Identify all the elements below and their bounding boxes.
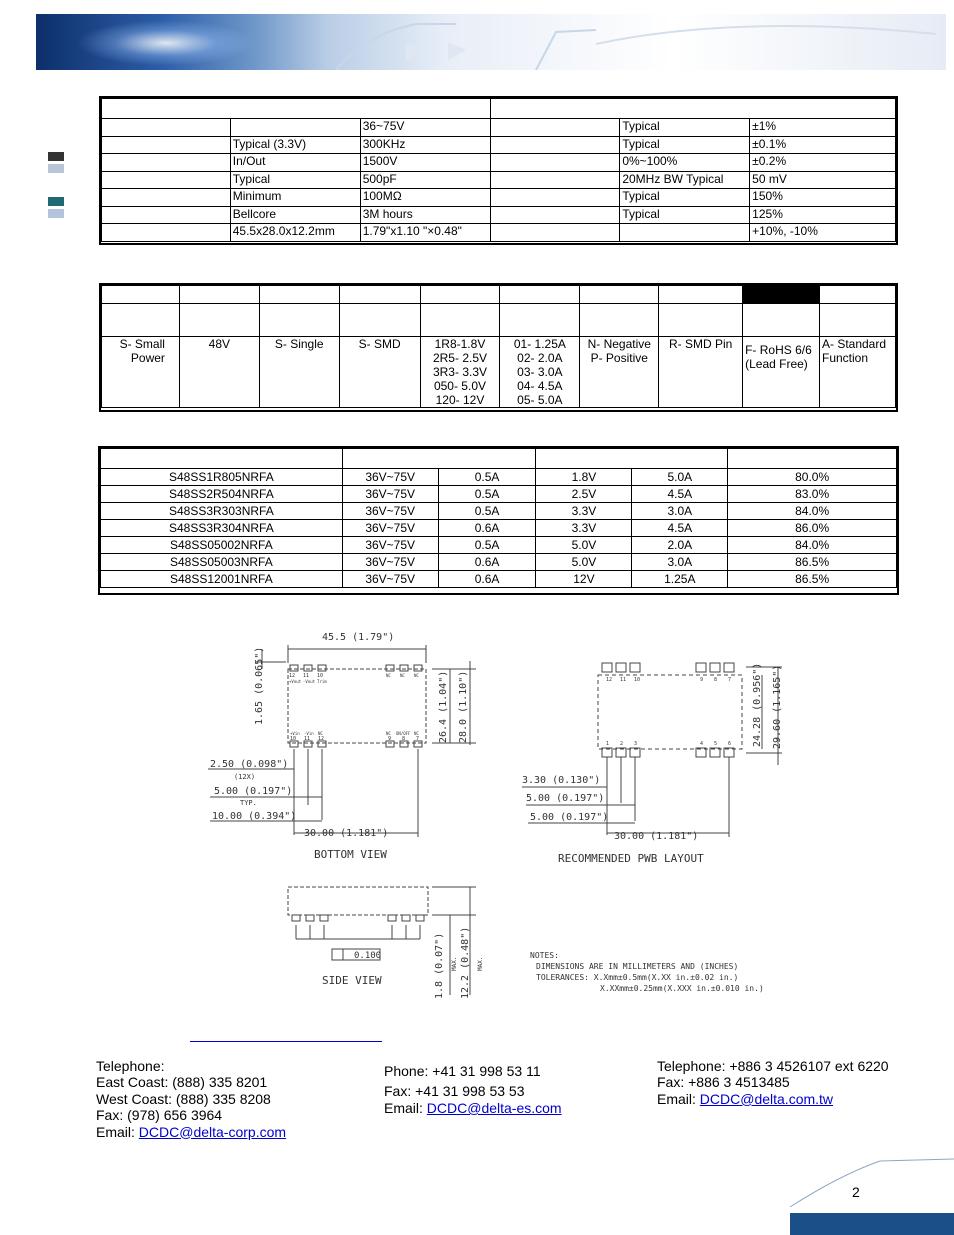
header-banner	[36, 14, 946, 70]
asia-telephone: Telephone: +886 3 4526107 ext 6220	[657, 1058, 889, 1074]
dim-2960-label: 29.60 (1.165")	[772, 664, 783, 749]
pwb-pin-number: 12	[606, 677, 613, 683]
notes-title: NOTES:	[530, 951, 559, 960]
europe-email-link[interactable]: DCDC@delta-es.com	[426, 1100, 562, 1116]
side-square-teal	[48, 197, 64, 206]
pin-label: 12	[318, 736, 325, 742]
dim-500-label: 5.00 (0.197")	[214, 786, 293, 797]
dim-total-label: 45.5 (1.79")	[322, 632, 395, 643]
dim-2428-label: 24.28 (0.956")	[752, 662, 763, 747]
dim-280-label: 28.0 (1.10")	[458, 670, 469, 743]
footer-bar	[790, 1213, 954, 1235]
side-view-outline	[288, 887, 428, 915]
table-row: Minimum 100MΩ Typical 150%	[102, 189, 896, 207]
pin-label: 7	[416, 736, 420, 742]
table-row: S48SS12001NRFA 36V~75V 0.6A 12V 1.25A 86.5%	[101, 571, 897, 588]
dim-12x-label: (12X)	[234, 773, 256, 781]
pin-label: NC	[318, 731, 323, 736]
table-row: S48SS05002NRFA 36V~75V 0.5A 5.0V 2.0A 84.0%	[101, 537, 897, 554]
contact-usa	[96, 1058, 286, 1140]
notes-line-2: TOLERANCES: X.Xmm±0.5mm(X.XX in.±0.02 in.)	[536, 973, 739, 982]
mechanical-drawing	[200, 625, 800, 1005]
pwb-pin-number: 2	[620, 741, 624, 747]
pin-label: ON/OFF	[396, 731, 411, 736]
pwb-pin-number: 7	[728, 677, 732, 683]
usa-email: Email: DCDC@delta-corp.com	[96, 1123, 287, 1140]
pin-label: -Vin	[304, 731, 314, 736]
model-header-row	[101, 449, 897, 469]
pin-label: -Vout	[303, 679, 316, 684]
dim-264-label: 26.4 (1.04")	[438, 670, 449, 743]
side-view-title: SIDE VIEW	[322, 974, 382, 987]
table-row: S48SS05003NRFA 36V~75V 0.6A 5.0V 3.0A 86.5%	[101, 554, 897, 571]
pin-label: NC	[386, 673, 391, 678]
table-row: 36~75V Typical ±1%	[102, 119, 896, 137]
pin-label: 10	[317, 673, 324, 679]
pwb-pin-number: 11	[620, 677, 627, 683]
pn-cell-package: S- SMD	[339, 337, 420, 408]
dim-122-label: 12.2 (0.48")	[460, 926, 471, 999]
europe-phone: Phone: +41 31 998 53 11	[384, 1063, 541, 1079]
banner-graphic	[36, 14, 946, 70]
pin-label: NC	[414, 731, 419, 736]
side-square-blue	[48, 209, 64, 218]
asia-email-link[interactable]: DCDC@delta.com.tw	[699, 1090, 834, 1107]
table-row: 45.5x28.0x12.2mm 1.79"x1.10 "×0.48" +10%, -10%	[102, 224, 896, 242]
spec-table	[101, 98, 896, 242]
dim-250-label: 2.50 (0.098")	[210, 759, 289, 770]
notes-line-3: X.XXmm±0.25mm(X.XXX in.±0.010 in.)	[600, 984, 764, 993]
pin-label: NC	[414, 673, 419, 678]
table-row: In/Out 1500V 0%~100% ±0.2%	[102, 154, 896, 172]
dim-500c-label: 5.00 (0.197")	[530, 812, 609, 823]
pin-label: +Vout	[289, 679, 302, 684]
europe-email: Email: DCDC@delta-es.com	[384, 1100, 562, 1116]
flatness-value: 0.100	[354, 951, 382, 961]
pwb-pin-number: 5	[714, 741, 718, 747]
contact-europe	[384, 1063, 562, 1118]
pin-label: 11	[303, 673, 310, 679]
contact-divider	[190, 1041, 382, 1042]
usa-west-coast: West Coast: (888) 335 8208	[96, 1090, 271, 1107]
usa-east-coast: East Coast: (888) 335 8201	[96, 1074, 268, 1091]
pwb-pin-number: 3	[634, 741, 638, 747]
part-number-table	[101, 285, 896, 408]
pin-label: NC	[386, 731, 391, 736]
pin-label: 10	[290, 736, 297, 742]
table-row: Typical (3.3V) 300KHz Typical ±0.1%	[102, 136, 896, 154]
table-row: Typical 500pF 20MHz BW Typical 50 mV	[102, 171, 896, 189]
model-list-table	[100, 448, 897, 588]
max-label: MAX.	[477, 956, 484, 971]
pn-cell-option: A- Standard Function	[819, 337, 895, 408]
pin-label: 8	[402, 736, 406, 742]
pn-cell-logic: N- Negative P- Positive	[580, 337, 659, 408]
contact-asia	[657, 1058, 889, 1107]
page-number: 2	[852, 1184, 860, 1200]
pwb-pin-number: 4	[700, 741, 704, 747]
pwb-pin-number: 6	[728, 741, 732, 747]
pn-cell-outputs: S- Single	[259, 337, 339, 408]
pwb-pin-number: 9	[700, 677, 704, 683]
dim-typ-label: TYP.	[240, 799, 257, 807]
asia-email: Email: DCDC@delta.com.tw	[657, 1090, 834, 1107]
usa-telephone-label: Telephone:	[96, 1058, 165, 1074]
usa-email-link[interactable]: DCDC@delta-corp.com	[138, 1123, 287, 1140]
dim-500b-label: 5.00 (0.197")	[526, 793, 605, 804]
pwb-pin-number: 1	[606, 741, 610, 747]
pwb-pin-number: 10	[634, 677, 641, 683]
europe-fax: Fax: +41 31 998 53 53	[384, 1082, 525, 1099]
usa-fax: Fax: (978) 656 3964	[96, 1107, 223, 1124]
bottom-view-title: BOTTOM VIEW	[314, 848, 387, 861]
table-row: S48SS1R805NRFA 36V~75V 0.5A 1.8V 5.0A 80.0%	[101, 469, 897, 486]
asia-fax: Fax: +886 3 4513485	[657, 1074, 790, 1091]
dim-3000b-label: 30.00 (1.181")	[614, 831, 699, 842]
pwb-pin-number: 8	[714, 677, 718, 683]
dim-165-label: 1.65 (0.065")	[254, 646, 265, 725]
table-row: Bellcore 3M hours Typical 125%	[102, 206, 896, 224]
footer-swoosh	[780, 1155, 954, 1215]
pwb-outline	[598, 675, 742, 749]
pin-label: +Vin	[290, 731, 300, 736]
pn-cell-rohs: F- RoHS 6/6 (Lead Free)	[743, 337, 820, 408]
pn-cell-voltage: 1R8-1.8V 2R5- 2.5V 3R3- 3.3V 050- 5.0V 120- 12V	[420, 337, 500, 408]
dim-18-label: 1.8 (0.07")	[434, 932, 445, 999]
pn-cell-input: 48V	[179, 337, 259, 408]
pin-label: Trim	[317, 679, 327, 684]
table-row: S48SS3R303NRFA 36V~75V 0.5A 3.3V 3.0A 84.0%	[101, 503, 897, 520]
side-square-dark	[48, 152, 64, 161]
pwb-layout-title: RECOMMENDED PWB LAYOUT	[558, 852, 704, 865]
pn-cell-pin: R- SMD Pin	[659, 337, 743, 408]
table-row: S48SS3R304NRFA 36V~75V 0.6A 3.3V 4.5A 86.0%	[101, 520, 897, 537]
pin-label: 9	[388, 736, 392, 742]
table-row: S48SS2R504NRFA 36V~75V 0.5A 2.5V 4.5A 83.0%	[101, 486, 897, 503]
pin-label: 12	[289, 673, 296, 679]
spec-header-row	[102, 99, 896, 119]
highlight-cell	[743, 286, 820, 304]
pn-cell-current: 01- 1.25A 02- 2.0A 03- 3.0A 04- 4.5A 05- 5.0A	[500, 337, 580, 408]
dim-1000-label: 10.00 (0.394")	[212, 811, 297, 822]
dim-3000-label: 30.00 (1.181")	[304, 828, 389, 839]
pn-cell-type: S- Small Power	[102, 337, 180, 408]
dim-330-label: 3.30 (0.130")	[522, 775, 601, 786]
max-label: MAX.	[451, 956, 458, 971]
pin-label: 11	[304, 736, 311, 742]
side-square-light	[48, 164, 64, 173]
notes-line-1: DIMENSIONS ARE IN MILLIMETERS AND (INCHES)	[536, 962, 739, 971]
pin-label: NC	[400, 673, 405, 678]
